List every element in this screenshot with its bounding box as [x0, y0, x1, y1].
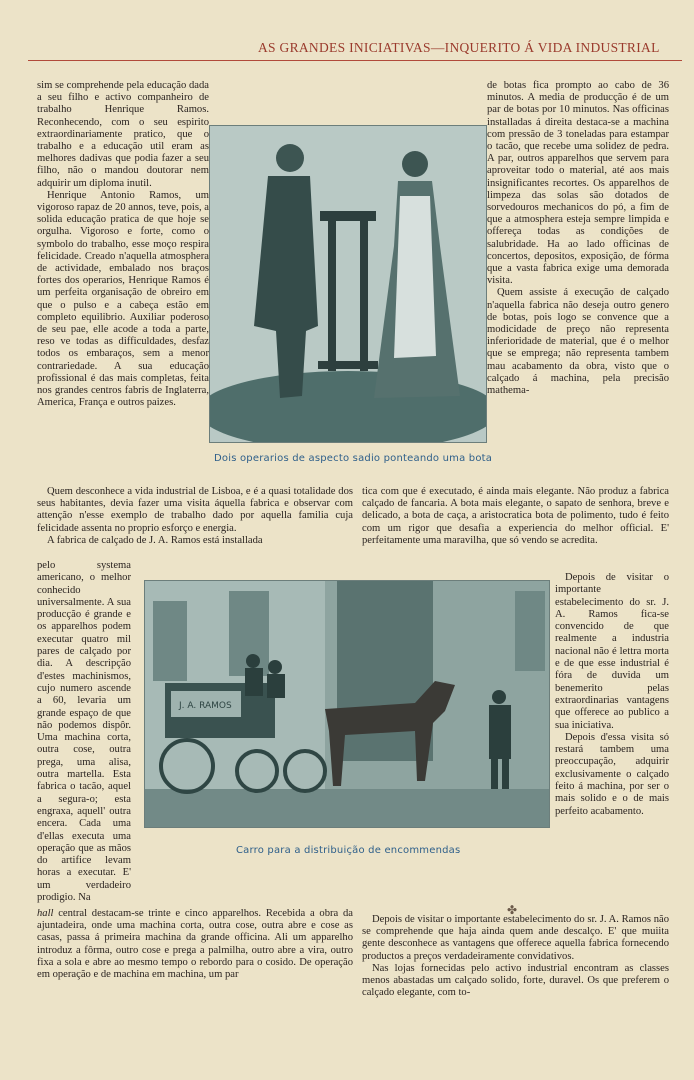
paragraph: Depois de visitar o importante estabelecimento do sr. J. A. Ramos fica-se convencido de que realmente a industria nacional não é lettra morta e de que esse industrial é fóra de duvida um benemerito pelas extraordinarias vantagens que offerece ao publico a sua iniciativa. — [555, 572, 669, 731]
right-narrow-column — [555, 572, 669, 818]
photo-workers-illustration — [210, 126, 486, 442]
left-column-mid — [37, 486, 353, 547]
header-rule — [28, 60, 682, 61]
right-column-top — [487, 80, 669, 397]
photo-delivery-cart — [144, 580, 550, 828]
photo2-caption: Carro para a distribuição de encommendas — [236, 845, 461, 856]
paragraph: de botas fica prompto ao cabo de 36 minutos. A media de producção é de um par de botas por 10 minutos. Nas officinas installadas á direita destaca-se a machina com pressão de 3 toneladas para estampar o tacão, que recebe uma solidez de pedra. A par, outros apparelhos que servem para aproveitar todo o material, até aos mais insignificantes recortes. Os apparelhos de limpeza das solas são dotados de sorvedouros mechanicos do pó, a fim de que a atmosphera esteja sempre limpida e offereça todas as condições de salubridade. Ha ao lado officinas de concertos, depositos, exposição, de fórma que a vasta fabrica exige uma demorada visita. — [487, 80, 669, 287]
paragraph: Depois d'essa visita só restará tambem uma preoccupação, adquirir exclusivamente o calçado feito á machina, por ser o mais solido e o de mais perfeito acabamento. — [555, 731, 669, 817]
paragraph: tica com que é executado, é ainda mais elegante. Não produz a fabrica calçado de fancaria. A bota mais elegante, o sapato de senhora, breve e delicado, a bota de caça, a aristocratica bota de polimento, tudo é feito com um rigor que desafia a experiencia do melhor official. E' perfeitamente uma maravilha, que só vendo se acredita. — [362, 486, 669, 546]
paragraph: Quem desconhece a vida industrial de Lisboa, e é a quasi totalidade dos seus habitantes, devia fazer uma visita áquella fabrica e observar com attenção n'esse exemplo de trabalho dado por aquella familia cuja felicidade assenta no proprio esforço e energia. — [37, 486, 353, 534]
right-column-mid — [362, 486, 669, 547]
photo-workers-boot — [209, 125, 487, 443]
ornament-icon: ✤ — [507, 903, 518, 917]
cart-sign-text: J. A. RAMOS — [179, 701, 232, 711]
left-column-bottom — [37, 908, 353, 981]
paragraph: Depois de visitar o importante estabelecimento do sr. J. A. Ramos não se comprehende que haja ainda quem ande descalço. E' que muiita gente desconhece as vantagens que offerece aquella fabrica fornecendo productos a preços verdadeiramente convidativos. — [362, 914, 669, 962]
paragraph: pelo systema americano, o melhor conhecido universalmente. A sua producção é grande e os apparelhos podem executar quatro mil pares de calçado por dia. A descripção d'estes machinismos, cujo numero ascende a 60, levaria um grande espaço de que não podemos dispôr. Uma machina corta, outra cose, outra prega, uma alisa, outra martella. Esta fabrica o tacão, aquel a segura-o; esta engraxa, aquell' outra encera. Cada uma d'ellas executa uma operação que as mãos do artifice levam horas a executar. E' um verdadeiro prodigio. Na — [37, 560, 131, 904]
paragraph: sim se comprehende pela educação dada a seu filho e activo companheiro de trabalho Henrique Ramos. Reconhecendo, com o seu espirito extraordinariamente pratico, que o trabalho e a educação util eram as melhores dadivas que podia fazer a seu filho, não o mandou doutorar nem adquirir um diploma inutil. — [37, 80, 209, 189]
paragraph: Henrique Antonio Ramos, um vigoroso rapaz de 20 annos, teve, pois, a solida educação pratica de que hoje se orgulha. Vigoroso e forte, como o symbolo do trabalho, esse moço respira felicidade. Creado n'aquella atmosphera de actividade, embalado nos braços fortes dos operarios, Henrique Ramos é um perfeita organisação de obreiro em que o pulso e a cabeça estão em completo equilibrio. Auxiliar poderoso de seu pae, elle acode a toda a parte, reso ve todas as difficuldades, desfaz todos os embaraços, sem a menor contrariedade. A sua educação profissional é das mais completas, feita nos grandes centros fabris de Inglaterra, America, França e outros paizes. — [37, 189, 209, 409]
photo-cart-illustration — [145, 581, 549, 827]
paragraph: Quem assiste á execução de calçado n'aquella fabrica não deseja outro genero de botas, pois logo se convence que a modicidade de preço não representa inferioridade de material, que é o melhor que se emprega; não representa tambem mau acabamento da obra, visto que o calçado á machina, pela precisão mathema- — [487, 287, 669, 397]
right-column-bottom — [362, 914, 669, 999]
paragraph: central destacam-se trinte e cinco apparelhos. Recebida a obra da ajuntadeira, onde uma machina corta, outra cose, outra abre e cose as casas, passa á primeira machina da grande officina. Ali um apparelho introduz a fôrma, outro cose e prega a palmilha, outro abre a vira, outro fixa a sola e abre ao mesmo tempo o rebordo para o cosido. De operação em operação e de machina em machina, um par — [37, 908, 353, 981]
left-column-top — [37, 80, 209, 409]
photo1-caption: Dois operarios de aspecto sadio ponteando uma bota — [214, 453, 493, 464]
italic-word: hall — [37, 908, 54, 919]
paragraph: A fabrica de calçado de J. A. Ramos está installada — [47, 534, 263, 546]
paragraph: Nas lojas fornecidas pelo activo industrial encontram as classes menos abastadas um calçado solido, forte, duravel. Os que preferem o calçado elegante, com to- — [362, 962, 669, 999]
running-header: AS GRANDES INICIATIVAS—INQUERITO Á VIDA INDUSTRIAL — [258, 40, 660, 55]
left-narrow-column — [37, 560, 131, 904]
